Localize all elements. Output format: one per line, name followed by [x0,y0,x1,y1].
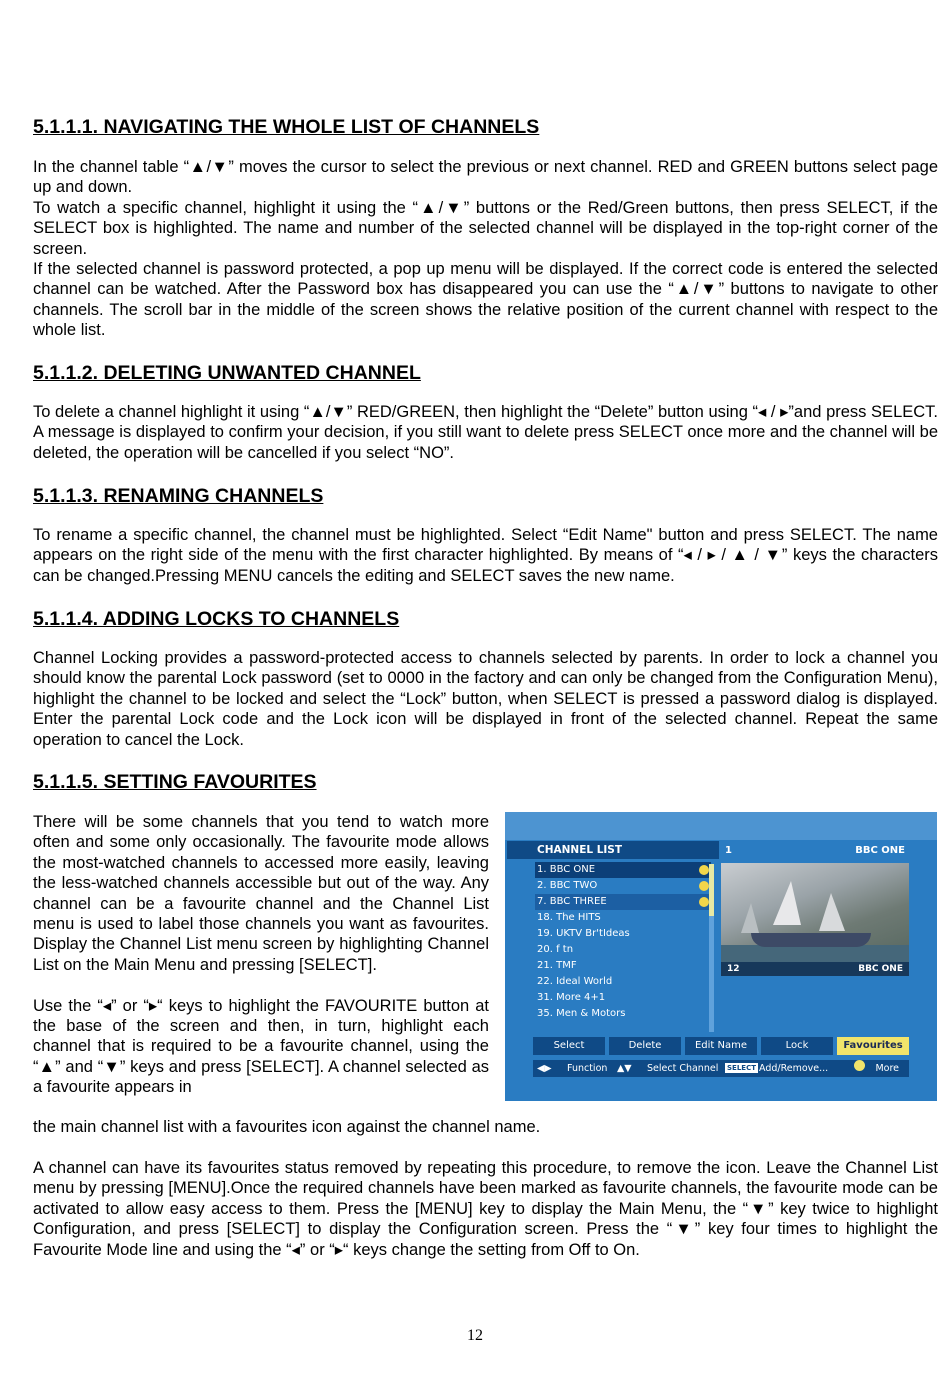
channel-preview-image [721,863,909,976]
section-body [33,402,938,463]
preview-info-bar [721,962,909,976]
screen-top-band [505,812,937,840]
help-select-channel: Select Channel [647,1063,719,1074]
list-item[interactable] [535,862,711,878]
current-channel-number: 1 [725,845,732,856]
favourite-icon [699,897,709,907]
section-body [33,812,489,1098]
edit-name-button[interactable]: Edit Name [685,1037,757,1055]
section-heading: 5.1.1.4. ADDING LOCKS TO CHANNELS [33,608,400,630]
info-icon [854,1060,865,1071]
scrollbar-thumb[interactable] [709,864,714,916]
paragraph: Channel Locking provides a password-protected access to channels selected by parents. In order to lock a channel you should know the parental Lock password (set to 0000 in the factory and can only be changed from the Configuration Menu), highlight the channel to be locked and select the “Lock” button, when SELECT is pressed a password dialog is displayed. Enter the parental Lock code and the Lock icon will be displayed in front of the selected channel. Repeat the same operation to cancel the Lock. [33,649,938,749]
channel-label: 22. Ideal World [537,976,613,987]
section-heading: 5.1.1.2. DELETING UNWANTED CHANNEL [33,362,421,384]
section-body [33,525,938,586]
channel-list-buttons [533,1037,909,1055]
channel-label: 35. Men & Motors [537,1008,626,1019]
channel-list-title: CHANNEL LIST [507,841,719,859]
section-body [33,648,938,750]
up-down-keys-icon: ▲▼ [617,1063,632,1074]
paragraph: A channel can have its favourites status removed by repeating this procedure, to remove the icon. Leave the Channel List menu by pressing [MENU].Once the required channels have been marked as favourite channels, the favourite mode can be activated to allow easy access to them. Press the [MENU] key to display the Main Menu, the “▼” key twice to highlight Configuration, and press [SELECT] to display the Configuration screen. Press the “▼” key four times to highlight the Favourite Mode line and using the “◂” or “▸“ keys change the setting from Off to On. [33,1159,938,1259]
list-item[interactable] [535,894,711,910]
list-item[interactable] [535,958,711,974]
section-heading: 5.1.1.1. NAVIGATING THE WHOLE LIST OF CHANNELS [33,116,540,138]
favourites-button[interactable]: Favourites [837,1037,909,1055]
channel-label: 31. More 4+1 [537,992,606,1003]
list-item[interactable] [535,926,711,942]
help-more: More [875,1063,899,1074]
select-key-badge: SELECT [727,1064,756,1072]
lock-button[interactable]: Lock [761,1037,833,1055]
channel-label: 7. BBC THREE [537,896,607,907]
scrollbar[interactable] [709,864,714,1032]
channel-label: 21. TMF [537,960,577,971]
paragraph: Use the “◂” or “▸“ keys to highlight the FAVOURITE button at the base of the screen and then, in turn, highlight each channel that is required to be a favourite channel, using the “▲” and “▼” keys and press [SELECT]. A channel selected as a favourite appears in [33,996,489,1097]
section-body [33,1117,938,1137]
select-button[interactable]: Select [533,1037,605,1055]
channel-list-screenshot [505,812,937,1101]
paragraph: To rename a specific channel, the channel must be highlighted. Select “Edit Name" button and press SELECT. The name appears on the right side of the menu with the first character highlighted. By means of “◂ / ▸ / ▲ / ▼” keys the characters can be changed.Pressing MENU cancels the editing and SELECT saves the new name. [33,526,938,585]
help-add-remove: Add/Remove... [759,1063,829,1074]
list-item[interactable] [535,910,711,926]
paragraph: To watch a specific channel, highlight it using the “▲/▼” buttons or the Red/Green buttons, then press SELECT, if the SELECT box is highlighted. The name and number of the selected channel will be displayed in the top-right corner of the screen. [33,198,938,258]
channel-label: 2. BBC TWO [537,880,598,891]
channel-label: 20. f tn [537,944,574,955]
paragraph: In the channel table “▲/▼” moves the cursor to select the previous or next channel. RED and GREEN buttons select page up and down. [33,158,938,197]
preview-channel-name: BBC ONE [858,964,903,974]
preview-sail [819,893,845,931]
section-heading: 5.1.1.5. SETTING FAVOURITES [33,771,317,793]
help-bar [533,1060,909,1077]
channel-label: 19. UKTV Br'tIdeas [537,928,630,939]
list-item[interactable] [535,942,711,958]
favourite-icon [699,865,709,875]
page-number: 12 [467,1327,483,1344]
list-item[interactable] [535,974,711,990]
list-item[interactable] [535,990,711,1006]
list-item[interactable] [535,1006,711,1022]
preview-sail [773,881,801,925]
section-heading: 5.1.1.3. RENAMING CHANNELS [33,485,324,507]
paragraph: There will be some channels that you tend to watch more often and some only occasionally. The favourite mode allows the most-watched channels to accessed more easily, leaving the less-watched channels accessible but out of the way. Any channel can be a favourite channel and the Channel List menu is used to label those channels you want as favourites. Display the Channel List menu screen by highlighting Channel List on the Main Menu and pressing [SELECT]. [33,813,489,974]
paragraph: To delete a channel highlight it using “▲/▼” RED/GREEN, then highlight the “Delete” button using “◂ / ▸”and press SELECT. A message is displayed to confirm your decision, if you still want to delete press SELECT once more and the channel will be deleted, the operation will be cancelled if you select “NO”. [33,403,938,462]
list-item[interactable] [535,878,711,894]
delete-button[interactable]: Delete [609,1037,681,1055]
channel-label: 18. The HITS [537,912,601,923]
channel-list [535,862,711,1022]
channel-label: 1. BBC ONE [537,864,596,875]
left-right-keys-icon: ◀▶ [537,1063,552,1074]
section-body [33,1158,938,1260]
section-body [33,157,938,341]
help-function: Function [567,1063,608,1074]
current-channel-name: BBC ONE [855,845,905,856]
preview-boat [751,933,871,947]
favourite-icon [699,881,709,891]
paragraph: the main channel list with a favourites icon against the channel name. [33,1118,541,1136]
preview-sail [741,903,759,933]
preview-channel-number: 12 [727,964,740,974]
paragraph: If the selected channel is password protected, a pop up menu will be displayed. If the correct code is entered the selected channel can be watched. After the Password box has disappeared you can use the “▲/▼” buttons to navigate to other channels. The scroll bar in the middle of the screen shows the relative position of the current channel with respect to the whole list. [33,260,938,340]
